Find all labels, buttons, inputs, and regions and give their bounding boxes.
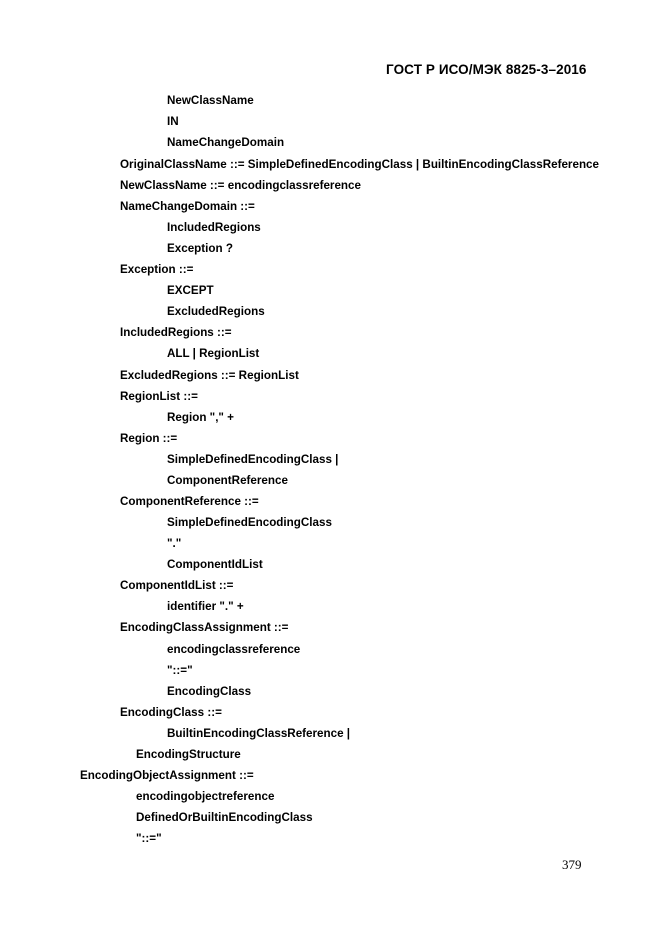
grammar-line: encodingobjectreference	[136, 789, 275, 803]
grammar-line: ComponentReference ::=	[120, 494, 259, 508]
grammar-line: Exception ::=	[120, 262, 194, 276]
grammar-line: OriginalClassName ::= SimpleDefinedEncodingClass | BuiltinEncodingClassReference	[120, 157, 599, 171]
grammar-line: "::="	[167, 663, 193, 677]
grammar-line: NewClassName ::= encodingclassreference	[120, 178, 361, 192]
grammar-line: ExcludedRegions ::= RegionList	[120, 368, 299, 382]
grammar-line: EncodingClass	[167, 684, 252, 698]
grammar-line: encodingclassreference	[167, 642, 301, 656]
grammar-line: EncodingClassAssignment ::=	[120, 620, 289, 634]
grammar-line: SimpleDefinedEncodingClass	[167, 515, 332, 529]
grammar-line: NameChangeDomain ::=	[120, 199, 255, 213]
grammar-line: Exception ?	[167, 241, 233, 255]
grammar-line: DefinedOrBuiltinEncodingClass	[136, 810, 313, 824]
grammar-line: "::="	[136, 831, 162, 845]
grammar-line: IncludedRegions ::=	[120, 325, 232, 339]
grammar-line: Region "," +	[167, 410, 234, 424]
grammar-line: BuiltinEncodingClassReference |	[167, 726, 351, 740]
grammar-line: identifier "." +	[167, 599, 244, 613]
grammar-line: "."	[167, 536, 182, 550]
grammar-line: Region ::=	[120, 431, 178, 445]
grammar-line: SimpleDefinedEncodingClass |	[167, 452, 339, 466]
grammar-line: RegionList ::=	[120, 389, 198, 403]
grammar-line: ComponentIdList	[167, 557, 263, 571]
grammar-line: ALL | RegionList	[167, 346, 260, 360]
page-number: 379	[562, 857, 582, 872]
grammar-line: IN	[167, 114, 179, 128]
grammar-line: NewClassName	[167, 93, 254, 107]
grammar-line: ComponentIdList ::=	[120, 578, 234, 592]
grammar-line: EncodingObjectAssignment ::=	[80, 768, 254, 782]
grammar-line: IncludedRegions	[167, 220, 261, 234]
grammar-line: NameChangeDomain	[167, 135, 285, 149]
grammar-line: EncodingClass ::=	[120, 705, 222, 719]
grammar-line: ExcludedRegions	[167, 304, 265, 318]
grammar-line: EXCEPT	[167, 283, 214, 297]
grammar-line: ComponentReference	[167, 473, 288, 487]
grammar-line: EncodingStructure	[136, 747, 241, 761]
page-header-standard-code: ГОСТ Р ИСО/МЭК 8825-3–2016	[386, 62, 587, 77]
